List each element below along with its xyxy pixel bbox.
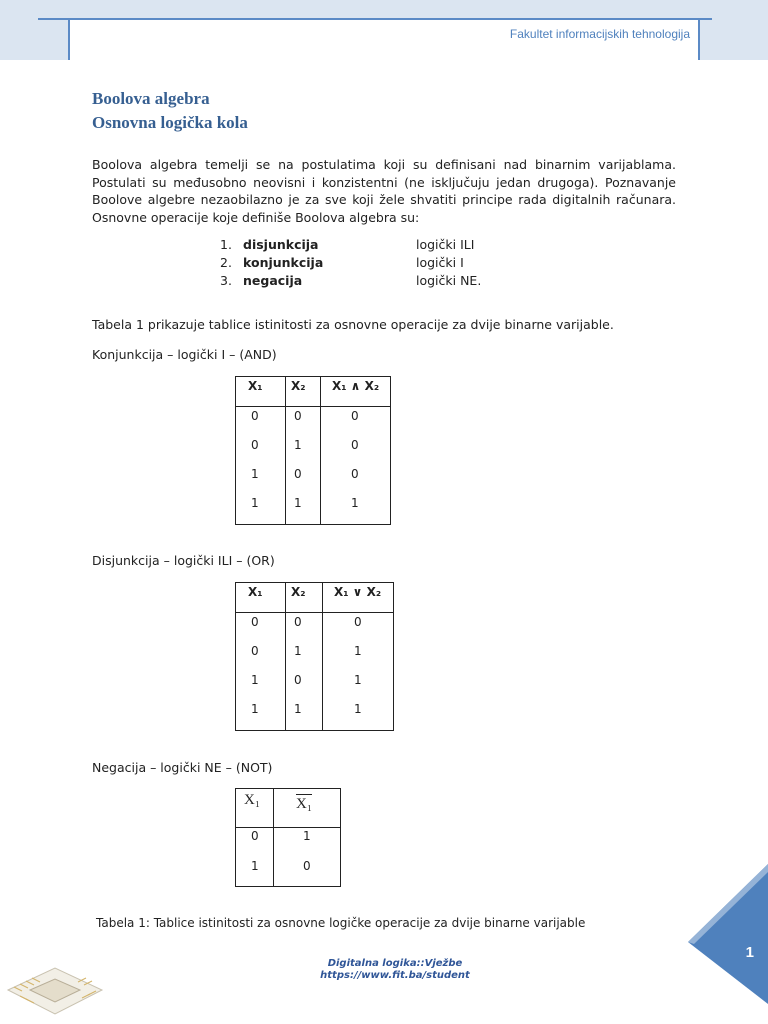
operation-number: 1. (220, 237, 232, 252)
table-cell: 1 (351, 496, 359, 510)
column-divider (320, 377, 321, 524)
table-cell: 0 (251, 615, 259, 629)
table-cell: 1 (294, 496, 302, 510)
table-caption: Tabela 1: Tablice istinitosti za osnovne logičke operacije za dvije binarne varijable (96, 916, 586, 930)
and-heading: Konjunkcija – logički I – (AND) (92, 347, 277, 362)
table-header-cell: X₂ (291, 585, 306, 599)
table-cell: 0 (251, 438, 259, 452)
operation-name: konjunkcija (243, 255, 324, 270)
operation-desc: logički NE. (416, 273, 482, 288)
operation-desc: logički ILI (416, 237, 475, 252)
page-corner-decoration (688, 864, 768, 1024)
table-header-cell: X₁ ∧ X₂ (332, 379, 380, 393)
operation-number: 2. (220, 255, 232, 270)
table-header-cell: X₂ (291, 379, 306, 393)
operation-name: negacija (243, 273, 303, 288)
table-cell: 1 (251, 467, 259, 481)
table-cell: 0 (294, 615, 302, 629)
table-cell: 1 (251, 859, 259, 873)
column-divider (273, 789, 274, 886)
footer-url[interactable]: https://www.fit.ba/student (320, 970, 470, 981)
column-divider (285, 583, 286, 730)
header-right-border (698, 18, 700, 60)
column-divider (322, 583, 323, 730)
table-cell: 1 (294, 644, 302, 658)
table-cell: 1 (303, 829, 311, 843)
table-cell: 0 (294, 409, 302, 423)
table-cell: 0 (351, 409, 359, 423)
table-cell: 0 (354, 615, 362, 629)
table-header-cell: X₁ (248, 585, 263, 599)
page-number: 1 (745, 944, 754, 961)
column-divider (285, 377, 286, 524)
or-heading: Disjunkcija – logički ILI – (OR) (92, 553, 275, 568)
intro-paragraph: Boolova algebra temelji se na postulatima koji su definisani nad binarnim varijablama. Postulati su međusobno neovisni i konzistentni (ne isključuju jedan drugoga). Poznavanje Boolove algebre nezaobilazno je za sve koji žele shvatiti principe rada digitalnih računara. Osnovne operacije koje definiše Boolova algebra su: (92, 157, 676, 225)
table-cell: 1 (251, 673, 259, 687)
table-cell: 1 (251, 702, 259, 716)
footer-course: Digitalna logika::Vježbe (327, 958, 463, 969)
header-org-name: Fakultet informacijskih tehnologija (509, 27, 690, 41)
table-cell: 1 (354, 673, 362, 687)
page-title: Boolova algebra (92, 89, 210, 108)
table-cell: 0 (294, 673, 302, 687)
and-truth-table (235, 376, 391, 525)
table-cell: 1 (294, 702, 302, 716)
header-rule (38, 18, 712, 20)
table-cell: 1 (354, 702, 362, 716)
table-cell: 0 (351, 438, 359, 452)
header-left-border (68, 18, 70, 60)
table-header-cell: X₁ (244, 792, 261, 808)
not-heading: Negacija – logički NE – (NOT) (92, 760, 273, 775)
table-cell: 0 (251, 409, 259, 423)
table-cell: 1 (294, 438, 302, 452)
table-cell: 0 (251, 829, 259, 843)
operation-number: 3. (220, 273, 232, 288)
table-cell: 0 (251, 644, 259, 658)
or-truth-table (235, 582, 394, 731)
not-truth-table (235, 788, 341, 887)
operation-desc: logički I (416, 255, 464, 270)
table-intro: Tabela 1 prikazuje tablice istinitosti za osnovne operacije za dvije binarne varijable. (92, 317, 614, 332)
microchip-icon (0, 950, 110, 1024)
table-cell: 1 (354, 644, 362, 658)
table-header-cell: X₁ ∨ X₂ (334, 585, 382, 599)
table-header-cell-negated: X₁ (296, 796, 313, 812)
page-subtitle: Osnovna logička kola (92, 113, 248, 132)
table-cell: 0 (303, 859, 311, 873)
operation-name: disjunkcija (243, 237, 319, 252)
table-cell: 1 (251, 496, 259, 510)
table-cell: 0 (294, 467, 302, 481)
table-header-cell: X₁ (248, 379, 263, 393)
table-cell: 0 (351, 467, 359, 481)
